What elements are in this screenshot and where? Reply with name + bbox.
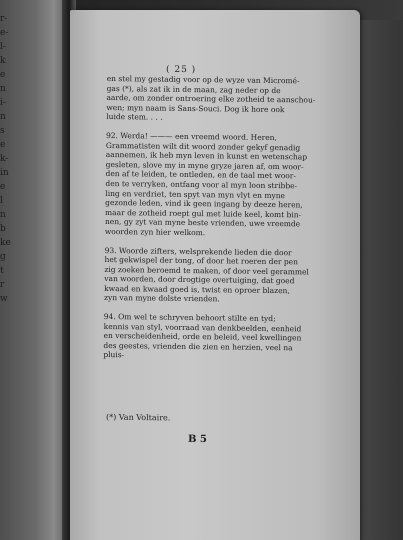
book-page [70, 10, 360, 540]
margin-fragment: k- [0, 154, 9, 164]
paragraph-94 [103, 312, 328, 363]
opening-paragraph [106, 74, 331, 125]
text-line: kwaad en kwaad goed is, twist en oproer blazen, [104, 283, 290, 296]
margin-fragment: s [0, 126, 5, 136]
text-line: pluis- [103, 350, 125, 360]
margin-fragment: r [0, 280, 5, 290]
margin-fragment: l [0, 196, 3, 206]
text-line: ling en verdriet, ten spyt van myn vlyt en myne [105, 188, 286, 200]
text-line: woorden zyn hier welkom. [104, 226, 206, 238]
margin-fragment: l- [0, 42, 6, 52]
text-line: zyn van myne dolste vrienden. [103, 293, 220, 304]
page-body [103, 56, 331, 363]
margin-fragment: e- [0, 28, 9, 38]
margin-fragment: n [0, 112, 6, 122]
text-line: aannemen, ik heb myn leven in kunst en wetenschap [105, 150, 308, 162]
footnote: (*) Van Voltaire. [105, 412, 171, 423]
margin-fragment: e [0, 182, 6, 192]
text-line: zig zoeken beroemd te maken, of door veel gerammel [104, 264, 309, 277]
margin-fragment: g [0, 252, 6, 262]
text-line: 92. Werda! ——— een vreemd woord. Heren, [105, 130, 277, 143]
text-line: wen; myn naam is Sans-Souci. Dog ik hore ook [106, 102, 285, 114]
text-line: het gekwispel der tong, of door het roeren der pen [104, 255, 299, 267]
previous-page [0, 0, 70, 540]
margin-fragment: b [0, 224, 6, 234]
paragraph-92 [105, 131, 330, 239]
signature-mark: B 5 [187, 433, 207, 446]
margin-fragment: in [0, 168, 9, 178]
margin-fragment: e [0, 140, 6, 150]
margin-fragment: w [0, 294, 8, 304]
text-line: en stel my gestadig voor op de wyze van Micromé- [106, 73, 300, 86]
margin-fragment: k [0, 56, 6, 66]
text-line: aarde, om zonder ontroering elke zotheid te aanschou- [106, 93, 316, 105]
text-line: 93. Woorde zifters, welsprekende lieden die door [104, 245, 292, 257]
margin-fragment: r- [0, 14, 8, 24]
margin-fragment: t [0, 266, 4, 276]
running-head: ( 25 ) [165, 64, 197, 76]
text-line: kennis van styl, voorraad van denkbeelden, eenheid [103, 321, 302, 334]
margin-fragment: n [0, 210, 6, 220]
paragraph-93 [104, 245, 329, 305]
text-line: en verscheidenheid, orde en beleid, veel kwellingen [103, 331, 302, 343]
margin-fragment: i- [0, 98, 6, 108]
text-line: gas (*), als zat ik in de maan, zag neder op de [106, 83, 281, 95]
text-line: maar de zotheid roept gul met luide keel, komt bin- [105, 207, 302, 220]
text-line: gezonde leden, vind ik geen ingang by deeze heren, [105, 198, 303, 210]
text-line: 94. Om wel te schryven behoort stilte en tyd; [103, 312, 276, 324]
text-line: des geestes, vrienden die zien en herzien, veel na [103, 340, 293, 353]
text-line: gesleten, slove my in myne gryze jaren af, om woor- [105, 159, 304, 172]
text-line: Grammatisten wilt dit woord zonder gekyf genadig [105, 140, 301, 152]
margin-fragment: ke [0, 238, 11, 248]
margin-fragment: e [0, 70, 6, 80]
text-line: den te verryken, ontfang voor al myn loon stribbe- [105, 178, 298, 191]
text-line: luide stem. . . . [106, 112, 163, 123]
text-line: den af te leiden, te ontleden, en de taal met woor- [105, 169, 297, 181]
text-line: van woorden, door drogtige overtuiging, dat goed [104, 274, 295, 286]
text-line: nen, gy zyt van myne beste vrienden, uwe vreemde [104, 217, 301, 229]
margin-fragment: n [0, 84, 6, 94]
